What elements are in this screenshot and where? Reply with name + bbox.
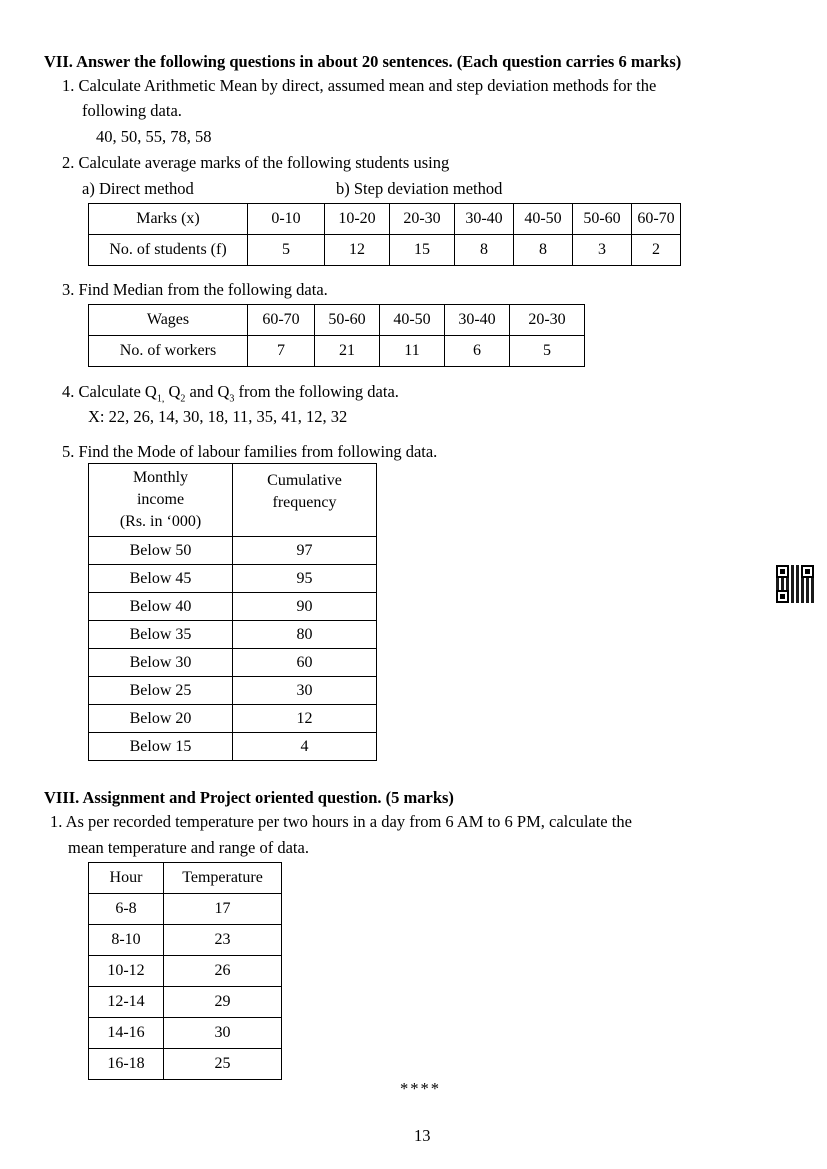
q8-1-line-2: mean temperature and range of data.	[68, 838, 309, 857]
q8-hour-cell: 14-16	[89, 1018, 164, 1049]
q8-hour-cell: 6-8	[89, 894, 164, 925]
q3-row1-header: Wages	[89, 305, 248, 336]
q2-row2-cell: 8	[514, 235, 573, 266]
q4-sub2: 2	[180, 393, 186, 405]
q2-row1-cell: 40-50	[514, 204, 573, 235]
q5-header-income	[89, 464, 233, 537]
q5-frequency-cell: 30	[233, 677, 377, 705]
q5-header-income-line: income	[136, 491, 185, 508]
q4-q2: Q	[164, 382, 181, 401]
q3-row2-cell: 6	[445, 336, 510, 367]
q3-wages-table	[88, 304, 585, 367]
qr-finder-icon	[801, 565, 814, 578]
q2-row1-cell: 0-10	[248, 204, 325, 235]
q2-row1-cell: 20-30	[390, 204, 455, 235]
q4-sub3: 3	[229, 393, 235, 405]
q2-row2-cell: 12	[325, 235, 390, 266]
q8-temperature-cell: 25	[164, 1049, 282, 1080]
q5-header-frequency	[233, 464, 377, 537]
q2-method-b: b) Step deviation method	[336, 179, 503, 198]
q5-income-cell: Below 25	[89, 677, 233, 705]
q8-hour-cell: 8-10	[89, 925, 164, 956]
q2-row1-header: Marks (x)	[89, 204, 248, 235]
q5-frequency-cell: 97	[233, 537, 377, 565]
q5-income-cell: Below 40	[89, 593, 233, 621]
q5-text: 5. Find the Mode of labour families from following data.	[62, 442, 438, 461]
q5-income-table	[88, 463, 377, 761]
q3-row2-cell: 5	[510, 336, 585, 367]
q4-sub1: 1,	[156, 393, 165, 405]
q8-header-hour: Hour	[89, 863, 164, 894]
q5-header-frequency-line: frequency	[272, 494, 337, 511]
q8-temperature-cell: 26	[164, 956, 282, 987]
q4-and: and Q	[185, 382, 230, 401]
q2-row2-cell: 3	[573, 235, 632, 266]
q5-header-income-line: Monthly	[132, 469, 189, 486]
q8-header-temperature: Temperature	[164, 863, 282, 894]
q5-frequency-cell: 60	[233, 649, 377, 677]
q2-row1-cell: 30-40	[455, 204, 514, 235]
q8-hour-cell: 12-14	[89, 987, 164, 1018]
q1-line-1: 1. Calculate Arithmetic Mean by direct, assumed mean and step deviation methods for the	[62, 76, 657, 95]
q2-text: 2. Calculate average marks of the following students using	[62, 153, 450, 172]
q5-frequency-cell: 95	[233, 565, 377, 593]
q8-temperature-cell: 17	[164, 894, 282, 925]
section-7-marks: (Each question carries 6 marks)	[456, 52, 682, 71]
section-7-heading	[44, 52, 681, 72]
q2-row2-header: No. of students (f)	[89, 235, 248, 266]
q4-pre: 4. Calculate Q	[62, 382, 157, 401]
q8-temperature-cell: 23	[164, 925, 282, 956]
q1-line-2: following data.	[82, 101, 182, 120]
q4-post: from the following data.	[234, 382, 399, 401]
q8-1-line-1: 1. As per recorded temperature per two hours in a day from 6 AM to 6 PM, calculate the	[50, 812, 632, 831]
q3-row2-cell: 11	[380, 336, 445, 367]
q2-row2-cell: 5	[248, 235, 325, 266]
page-number: 13	[414, 1126, 431, 1145]
qr-code-icon	[776, 565, 814, 603]
q4-data: X: 22, 26, 14, 30, 18, 11, 35, 41, 12, 32	[88, 407, 348, 426]
section-8-heading	[44, 788, 454, 808]
q5-income-cell: Below 50	[89, 537, 233, 565]
q3-row2-header: No. of workers	[89, 336, 248, 367]
q5-header-frequency-line: Cumulative	[267, 472, 342, 489]
q5-income-cell: Below 20	[89, 705, 233, 733]
q5-frequency-cell: 12	[233, 705, 377, 733]
section-8-title: VIII. Assignment and Project oriented question.	[44, 788, 382, 807]
q2-row1-cell: 50-60	[573, 204, 632, 235]
q5-frequency-cell: 90	[233, 593, 377, 621]
q8-temperature-cell: 30	[164, 1018, 282, 1049]
q3-row1-cell: 40-50	[380, 305, 445, 336]
q1-data: 40, 50, 55, 78, 58	[96, 127, 212, 146]
q5-frequency-cell: 4	[233, 733, 377, 761]
q2-marks-table	[88, 203, 681, 266]
end-stars: ****	[400, 1079, 441, 1098]
q3-row1-cell: 20-30	[510, 305, 585, 336]
section-8-marks: (5 marks)	[385, 788, 454, 807]
q8-temperature-cell: 29	[164, 987, 282, 1018]
q5-income-cell: Below 45	[89, 565, 233, 593]
q3-row2-cell: 21	[315, 336, 380, 367]
q2-row2-cell: 15	[390, 235, 455, 266]
q5-header-income-line: (Rs. in ‘000)	[119, 513, 202, 530]
q2-row2-cell: 2	[632, 235, 681, 266]
q3-row1-cell: 60-70	[248, 305, 315, 336]
q5-income-cell: Below 35	[89, 621, 233, 649]
q8-temperature-table	[88, 862, 282, 1080]
q2-method-a: a) Direct method	[82, 179, 194, 198]
q2-row1-cell: 60-70	[632, 204, 681, 235]
q3-row1-cell: 30-40	[445, 305, 510, 336]
q4-text	[62, 382, 399, 404]
q3-text: 3. Find Median from the following data.	[62, 280, 328, 299]
q3-row1-cell: 50-60	[315, 305, 380, 336]
q3-row2-cell: 7	[248, 336, 315, 367]
q5-frequency-cell: 80	[233, 621, 377, 649]
qr-finder-icon	[776, 565, 789, 578]
q8-hour-cell: 16-18	[89, 1049, 164, 1080]
q5-income-cell: Below 30	[89, 649, 233, 677]
q8-hour-cell: 10-12	[89, 956, 164, 987]
qr-finder-icon	[776, 590, 789, 603]
section-7-title: VII. Answer the following questions in about 20 sentences.	[44, 52, 453, 71]
q2-row2-cell: 8	[455, 235, 514, 266]
q5-income-cell: Below 15	[89, 733, 233, 761]
q2-row1-cell: 10-20	[325, 204, 390, 235]
